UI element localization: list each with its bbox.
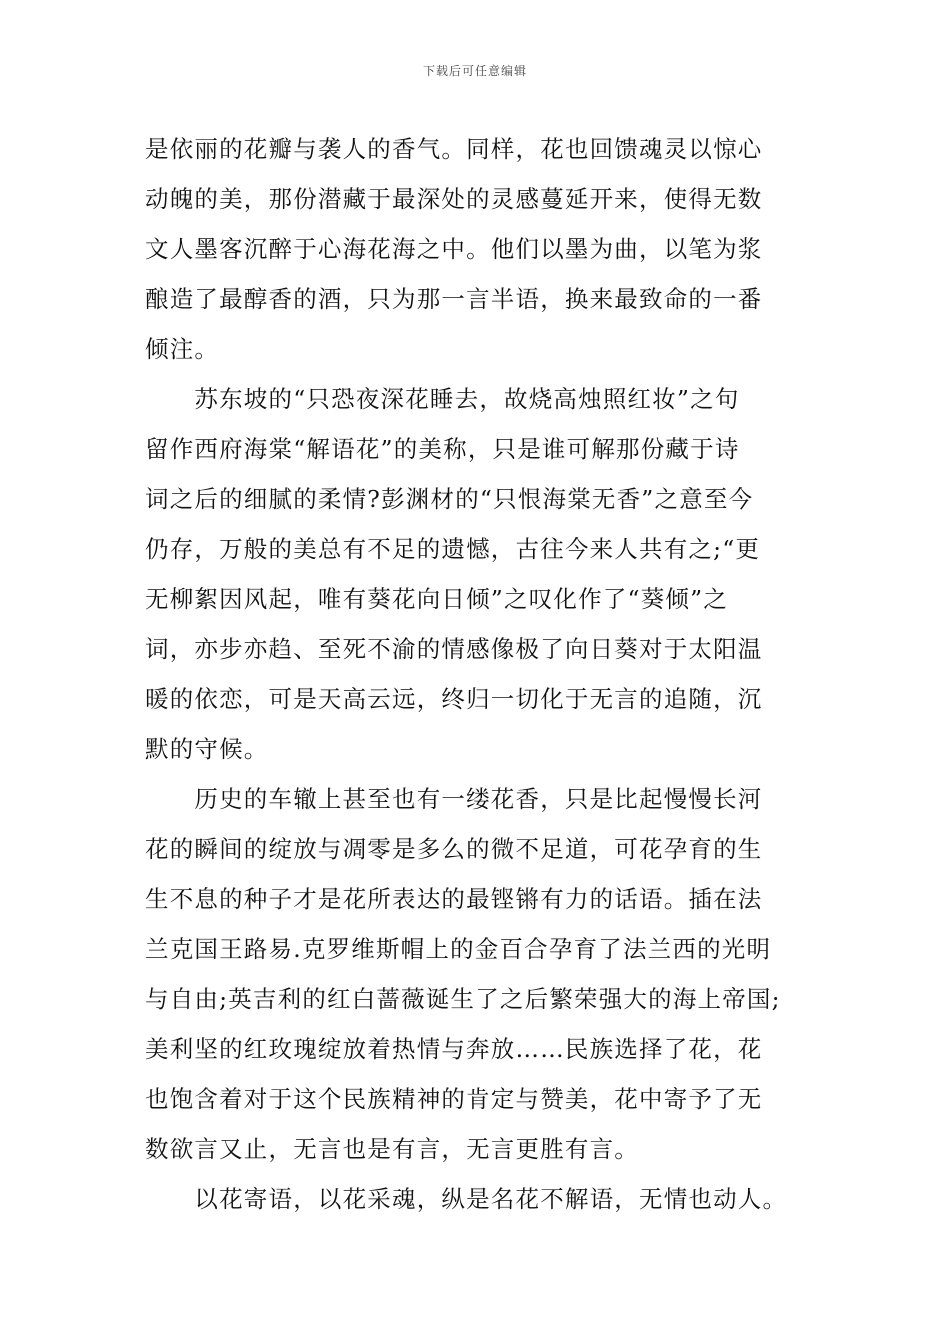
text-line: 也饱含着对于这个民族精神的肯定与赞美，花中寄予了无 <box>145 1085 763 1113</box>
page-header: 下载后可任意编辑 <box>422 64 527 78</box>
paragraph-4 <box>145 1174 810 1224</box>
text-line: 酿造了最醇香的酒，只为那一言半语，换来最致命的一番 <box>145 285 763 313</box>
text-line: 仍存，万般的美总有不足的遗憾，古往今来人共有之;“更 <box>145 535 761 563</box>
text-line: 与自由;英吉利的红白蔷薇诞生了之后繁荣强大的海上帝国; <box>145 985 781 1013</box>
paragraph-3 <box>145 774 810 1174</box>
paragraph-2 <box>145 374 810 774</box>
paragraph-1 <box>145 124 810 374</box>
text-line: 数欲言又止，无言也是有言，无言更胜有言。 <box>145 1135 639 1163</box>
text-line: 文人墨客沉醉于心海花海之中。他们以墨为曲，以笔为浆 <box>145 235 763 263</box>
text-line: 历史的车辙上甚至也有一缕花香，只是比起慢慢长河 <box>145 785 763 813</box>
text-line: 词，亦步亦趋、至死不渝的情感像极了向日葵对于太阳温 <box>145 635 763 663</box>
text-line: 动魄的美，那份潜藏于最深处的灵感蔓延开来，使得无数 <box>145 185 763 213</box>
text-line: 倾注。 <box>145 335 220 363</box>
text-line: 美利坚的红玫瑰绽放着热情与奔放……民族选择了花，花 <box>145 1035 763 1063</box>
text-line: 默的守候。 <box>145 735 269 763</box>
text-line: 词之后的细腻的柔情?彭渊材的“只恨海棠无香”之意至今 <box>145 485 754 513</box>
text-line: 苏东坡的“只恐夜深花睡去，故烧高烛照红妆”之句 <box>145 385 740 413</box>
text-line: 花的瞬间的绽放与凋零是多么的微不足道，可花孕育的生 <box>145 835 763 863</box>
text-line: 兰克国王路易.克罗维斯帽上的金百合孕育了法兰西的光明 <box>145 935 772 963</box>
text-line: 无柳絮因风起，唯有葵花向日倾”之叹化作了“葵倾”之 <box>145 585 729 613</box>
text-line: 暖的依恋，可是天高云远，终归一切化于无言的追随，沉 <box>145 685 763 713</box>
text-line: 是依丽的花瓣与袭人的香气。同样，花也回馈魂灵以惊心 <box>145 135 763 163</box>
text-line: 以花寄语，以花采魂，纵是名花不解语，无情也动人。 <box>145 1185 788 1213</box>
text-line: 留作西府海棠“解语花”的美称，只是谁可解那份藏于诗 <box>145 435 740 463</box>
text-line: 生不息的种子才是花所表达的最铿锵有力的话语。插在法 <box>145 885 763 913</box>
document-body <box>145 124 810 1224</box>
